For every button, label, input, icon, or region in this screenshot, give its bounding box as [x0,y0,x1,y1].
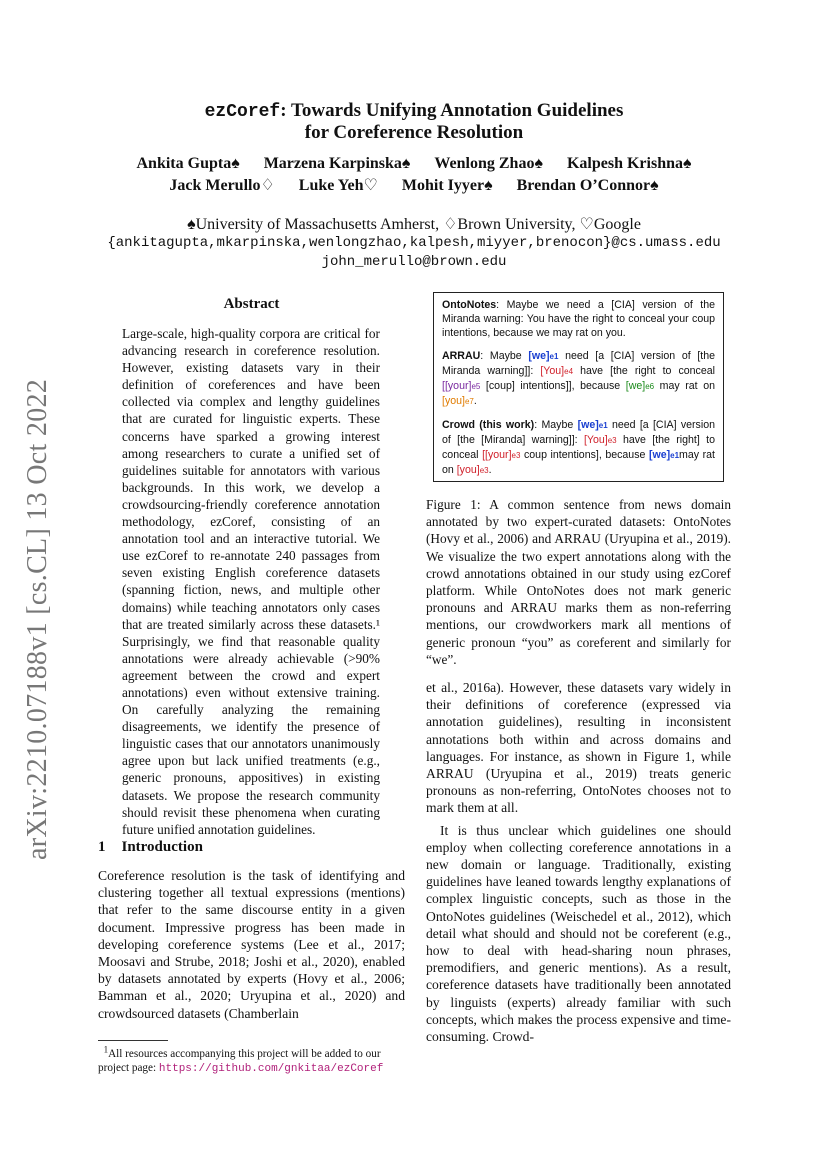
author-row-2 [0,175,828,195]
intro-text: Coreference resolution is the task of identifying and clustering together all textual expressions (mentions) that refer to the same discourse entity in a given document. Impressive progress has been made in developing coreference systems (Lee et al., 2017; Moosavi and Strube, 2018; Joshi et al., 2020), enabled by datasets annotated by experts (Hovy et al., 2006; Bamman et al., 2020; Uryupina et al., 2020) and crowdsourced datasets (Chamberlain [98,868,405,1021]
author: Ankita Gupta♠ [136,155,240,172]
title-rest: : Towards Unifying Annotation Guidelines [280,100,624,121]
author: Jack Merullo♢ [169,177,275,194]
figure-caption: Figure 1: A common sentence from news domain annotated by two expert-curated datasets: OntoNotes (Hovy et al., 2006) and ARRAU (Uryupina et al., 2019). We visualize the two expert annotations along with the crowd annotations obtained in our study using ezCoref platform. While OntoNotes does not mark generic pronouns and ARRAU marks them as non-referring mentions, our crowdworkers mark all mentions of generic pronoun “you” as coreferent and similarly for “we”. [426,497,731,667]
title-code: ezCoref [204,102,281,122]
section-heading [98,839,203,856]
arrau-example: ARRAU: Maybe [we]e1 need [a [CIA] version of [the Miranda warning]]: [You]e4 have [the right to conceal [[your]e5 [coup] intentions]], because [we]e6 may rat on [you]e7. [442,350,715,407]
figure-1-box [433,292,724,482]
crowd-example: Crowd (this work): Maybe [we]e1 need [a [CIA] version of [the [Miranda] warning]]: [You]e3 have [the right] to conceal [[your]e3 coup intentions], because [we]e1may rat on [you]e3. [442,419,715,476]
affiliations: ♠University of Massachusetts Amherst, ♢Brown University, ♡Google [187,216,641,233]
author: Marzena Karpinska♠ [263,155,411,172]
abstract-heading: Abstract [223,296,280,312]
right-paragraph-1: et al., 2016a). However, these datasets vary widely in their definitions of coreference (expressed via annotation guidelines), resulting in inconsistent annotations both within and across domains and languages. For instance, as shown in Figure 1, while ARRAU (Uryupina et al., 2019) treats generic pronouns as non-referring, OntoNotes chooses not to mark them at all. [426,680,731,816]
author: Luke Yeh♡ [298,177,378,194]
intro-paragraph [98,867,405,1022]
section-title: Introduction [121,839,203,855]
footnote-mark: 1 [103,1044,109,1055]
email-2: john_merullo@brown.edu [321,254,507,270]
footnote-rule [98,1040,168,1041]
right-column [426,679,731,1045]
footnote-text: All resources accompanying this project will be added to our project page: [98,1048,381,1074]
author: Mohit Iyyer♠ [401,177,493,194]
right-paragraph-2: It is thus unclear which guidelines one should employ when collecting coreference annotations in a new domain or language. Traditionally, existing guidelines have leaned towards lengthy explanations of complex linguistic concepts, such as those in the OntoNotes guidelines (Weischedel et al., 2012), which detail what should and should not be coreferent (e.g., how to deal with head-sharing noun phrases, premodifiers, and generic mentions). As a result, coreference datasets have traditionally been annotated by linguists (experts) already familiar with such concepts, which makes the process expensive and time-consuming. Crowd- [426,822,731,1045]
emails: {ankitagupta,mkarpinska,wenlongzhao,kalpesh,miyyer,brenocon}@cs.umass.edu [107,235,721,251]
arxiv-id: arXiv:2210.07188v1 [cs.CL] 13 Oct 2022 [22,378,53,860]
ontonotes-example [442,298,715,340]
paper-title-line1 [0,100,828,122]
section-number: 1 [98,839,106,855]
footnote [98,1044,408,1076]
crowd-label: Crowd (this work) [442,419,535,431]
footnote-url[interactable]: https://github.com/gnkitaa/ezCoref [158,1063,384,1075]
arrau-label: ARRAU [442,350,481,362]
author: Wenlong Zhao♠ [434,155,543,172]
author: Brendan O’Connor♠ [516,177,659,194]
author-row-1 [0,155,828,173]
abstract-text: Large-scale, high-quality corpora are critical for advancing research in coreference resolution. However, existing datasets vary in their definition of coreferences and have been collected via complex and lengthy guidelines that are curated for linguistic experts. These concerns have sparked a growing interest among researchers to curate a unified set of guidelines suitable for annotators with various backgrounds. In this work, we develop a crowdsourcing-friendly coreference annotation methodology, ezCoref, consisting of an annotation tool and an interactive tutorial. We use ezCoref to re-annotate 240 passages from seven existing English coreference datasets (spanning fiction, news, and multiple other domains) while teaching annotators only cases that are treated similarly across these datasets.¹ Surprisingly, we find that reasonable quality annotations were already achievable (>90% agreement between the crowd and expert annotations) even without extensive training. On carefully analyzing the remaining disagreements, we identify the presence of linguistic cases that our annotators unanimously agree upon but lack unified treatments (e.g., generic pronouns, appositives) in existing datasets. We propose the research community should revisit these phenomena when curating future unified annotation guidelines. [122,326,380,837]
ontonotes-text: : Maybe we need a [CIA] version of the Miranda warning: You have the right to conceal your coup intentions, because we may rat on you. [442,299,715,339]
arxiv-sidebar [22,360,62,860]
ontonotes-label: OntoNotes [442,299,497,311]
author: Kalpesh Krishna♠ [566,155,692,172]
paper-title-line2: for Coreference Resolution [304,122,524,143]
